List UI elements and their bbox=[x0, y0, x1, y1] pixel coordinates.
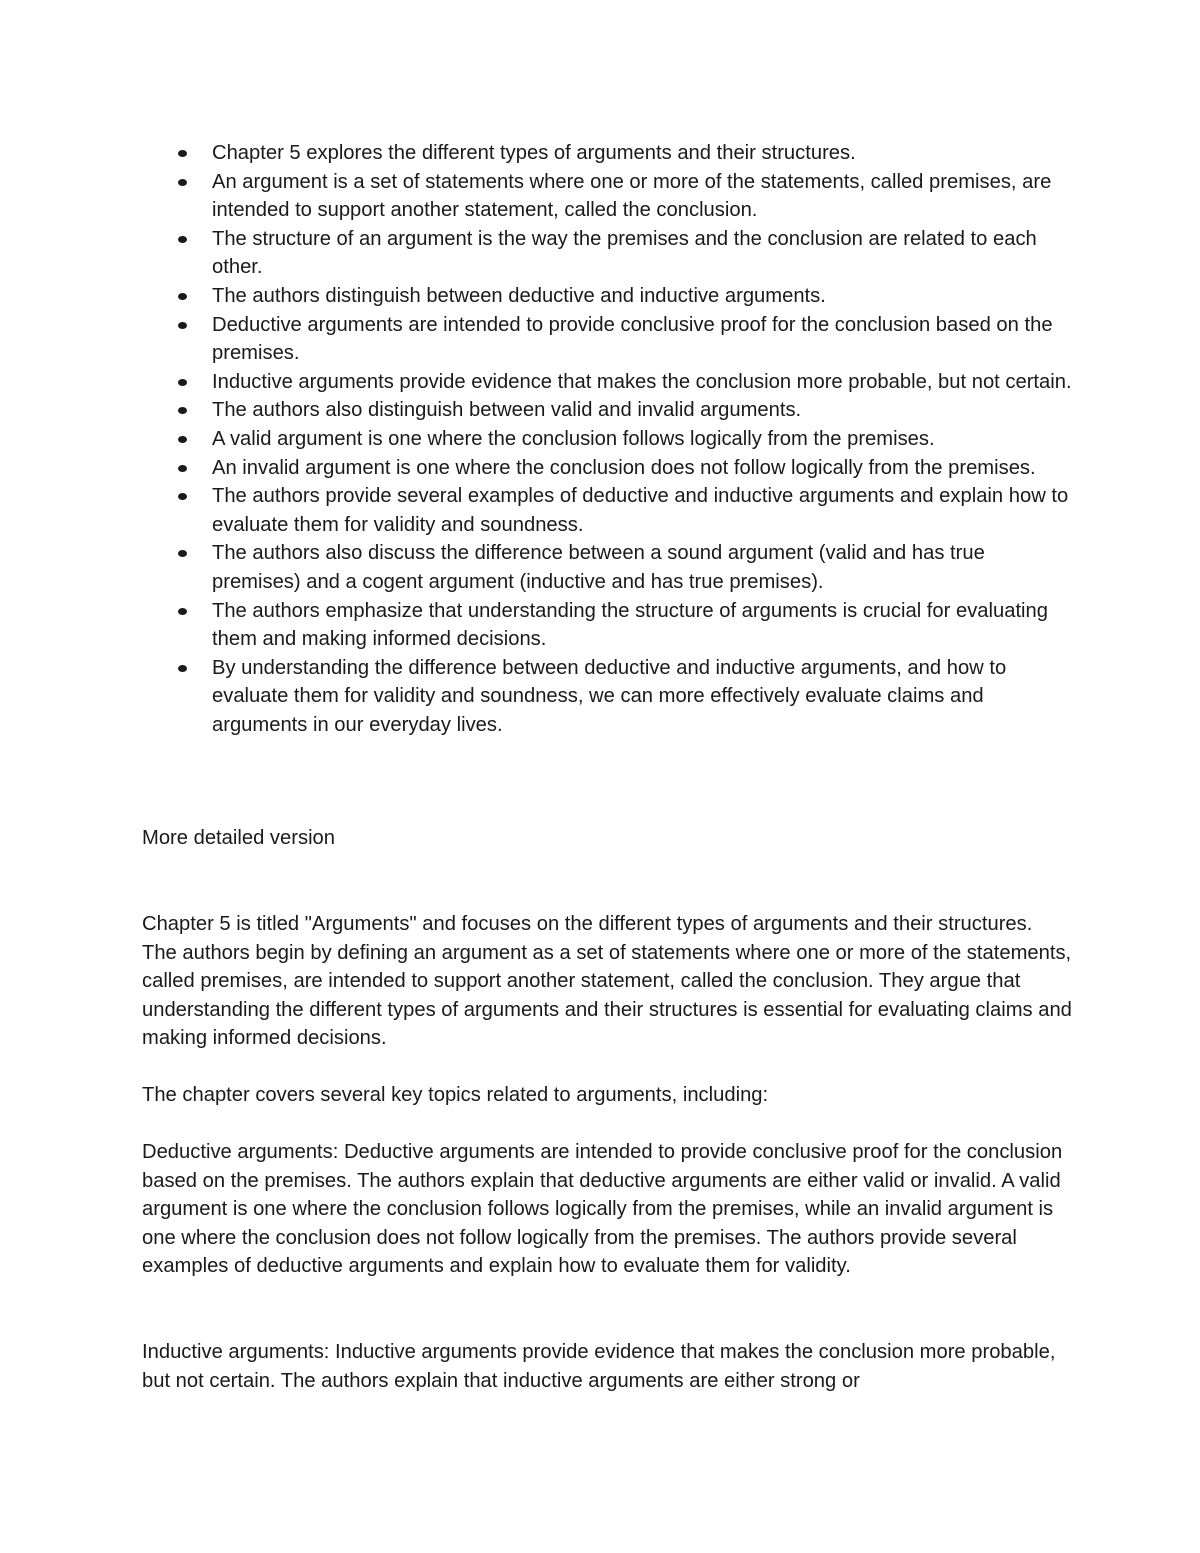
list-item-text: Chapter 5 explores the different types of arguments and their structures. bbox=[212, 142, 856, 164]
bullet-icon bbox=[178, 379, 187, 386]
bullet-icon bbox=[178, 465, 187, 472]
bullet-icon bbox=[178, 236, 187, 243]
list-item-text: The authors also discuss the difference between a sound argument (valid and has true premises) and a cogent argument (inductive and has true premises). bbox=[212, 542, 985, 593]
list-item bbox=[142, 282, 1072, 311]
bullet-icon bbox=[178, 179, 187, 186]
bullet-icon bbox=[178, 150, 187, 157]
list-item bbox=[142, 225, 1072, 282]
list-item bbox=[142, 425, 1072, 454]
list-item bbox=[142, 396, 1072, 425]
bullet-icon bbox=[178, 293, 187, 300]
list-item bbox=[142, 168, 1072, 225]
bullet-icon bbox=[178, 608, 187, 615]
list-item bbox=[142, 482, 1072, 539]
list-item bbox=[142, 368, 1072, 397]
paragraph-inductive: Inductive arguments: Inductive arguments provide evidence that makes the conclusion more probable, but not certain. The authors explain that inductive arguments are either strong or bbox=[142, 1341, 1056, 1392]
list-item-text: Deductive arguments are intended to provide conclusive proof for the conclusion based on the premises. bbox=[212, 313, 1053, 365]
list-item-text: An argument is a set of statements where one or more of the statements, called premises, are intended to support another statement, called the conclusion. bbox=[212, 170, 1052, 222]
list-item-text: Inductive arguments provide evidence that makes the conclusion more probable, but not certain. bbox=[212, 370, 1072, 393]
list-item bbox=[142, 539, 1072, 596]
list-item bbox=[142, 654, 1072, 740]
list-item bbox=[142, 597, 1072, 654]
bullet-icon bbox=[178, 322, 187, 329]
list-item-text: The authors provide several examples of deductive and inductive arguments and explain how to evaluate them for validity and soundness. bbox=[212, 485, 1069, 536]
section-subheading: More detailed version bbox=[142, 827, 336, 849]
list-item-text: The structure of an argument is the way the premises and the conclusion are related to each other. bbox=[212, 227, 1037, 279]
summary-bullet-list bbox=[142, 139, 1072, 739]
bullet-icon bbox=[178, 436, 187, 443]
list-item-text: An invalid argument is one where the conclusion does not follow logically from the premises. bbox=[212, 456, 1036, 479]
bullet-icon bbox=[178, 407, 187, 414]
list-item bbox=[142, 139, 1072, 168]
bullet-icon bbox=[178, 550, 187, 557]
bullet-icon bbox=[178, 493, 187, 500]
paragraph-intro: Chapter 5 is titled "Arguments" and focuses on the different types of arguments and their structures. The authors begin by defining an argument as a set of statements where one or more of the statements, called premises, are intended to support another statement, called the conclusion. They argue that understanding the different types of arguments and their structures is essential for evaluating claims and making informed decisions. bbox=[142, 913, 1072, 1050]
list-item-text: A valid argument is one where the conclusion follows logically from the premises. bbox=[212, 427, 935, 450]
paragraph-topics: The chapter covers several key topics related to arguments, including: bbox=[142, 1084, 769, 1106]
list-item-text: The authors distinguish between deductive and inductive arguments. bbox=[212, 284, 826, 307]
bullet-icon bbox=[178, 665, 187, 672]
paragraph-deductive: Deductive arguments: Deductive arguments are intended to provide conclusive proof for the conclusion based on the premises. The authors explain that deductive arguments are either valid or invalid. A valid argument is one where the conclusion follows logically from the premises, while an invalid argument is one where the conclusion does not follow logically from the premises. The authors provide several examples of deductive arguments and explain how to evaluate them for validity. bbox=[142, 1141, 1063, 1278]
list-item bbox=[142, 454, 1072, 483]
list-item-text: The authors emphasize that understanding the structure of arguments is crucial for evaluating them and making informed decisions. bbox=[212, 599, 1048, 651]
list-item bbox=[142, 311, 1072, 368]
list-item-text: The authors also distinguish between valid and invalid arguments. bbox=[212, 399, 802, 422]
list-item-text: By understanding the difference between deductive and inductive arguments, and how to evaluate them for validity and soundness, we can more effectively evaluate claims and arguments in our everyday lives. bbox=[212, 656, 1007, 736]
